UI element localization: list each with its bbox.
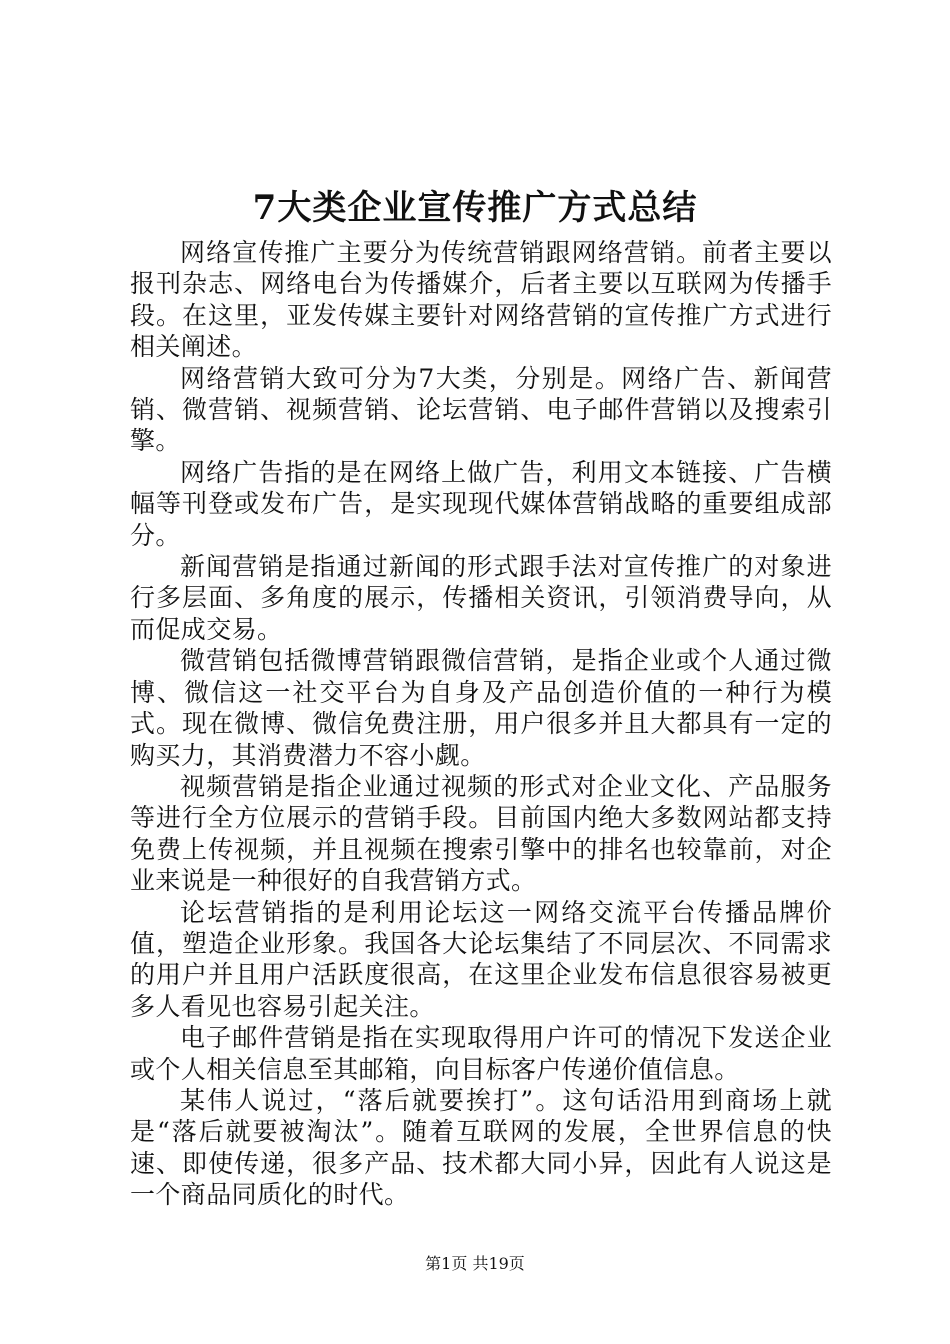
paragraph-forum-marketing: 论坛营销指的是利用论坛这一网络交流平台传播品牌价值，塑造企业形象。我国各大论坛集结了不同层次、不同需求的用户并且用户活跃度很高，在这里企业发布信息很容易被更多人看见也容易引起关注。 <box>130 897 832 1021</box>
paragraph-news-marketing: 新闻营销是指通过新闻的形式跟手法对宣传推广的对象进行多层面、多角度的展示，传播相关资讯，引领消费导向，从而促成交易。 <box>130 552 832 644</box>
paragraph-micro-marketing: 微营销包括微博营销跟微信营销，是指企业或个人通过微博、微信这一社交平台为自身及产品创造价值的一种行为模式。现在微博、微信免费注册，用户很多并且大都具有一定的购买力，其消费潜力不容小觑。 <box>130 646 832 770</box>
paragraph-video-marketing: 视频营销是指企业通过视频的形式对企业文化、产品服务等进行全方位展示的营销手段。目前国内绝大多数网站都支持免费上传视频，并且视频在搜索引擎中的排名也较靠前，对企业来说是一种很好的自我营销方式。 <box>130 771 832 896</box>
document-title: 7大类企业宣传推广方式总结 <box>252 188 698 228</box>
paragraph-intro: 网络宣传推广主要分为传统营销跟网络营销。前者主要以报刊杂志、网络电台为传播媒介，后者主要以互联网为传播手段。在这里，亚发传媒主要针对网络营销的宣传推广方式进行相关阐述。 <box>130 238 832 362</box>
paragraph-network-ads: 网络广告指的是在网络上做广告，利用文本链接、广告横幅等刊登或发布广告，是实现现代媒体营销战略的重要组成部分。 <box>130 457 832 550</box>
document-body <box>130 237 832 1211</box>
paragraph-conclusion: 某伟人说过，“落后就要挨打”。这句话沿用到商场上就是“落后就要被淘汰”。随着互联网的发展，全世界信息的快速、即使传递，很多产品、技术都大同小异，因此有人说这是一个商品同质化的时代。 <box>130 1085 832 1210</box>
page-footer: 第1页 共19页 <box>425 1254 525 1273</box>
paragraph-categories: 网络营销大致可分为7大类，分别是。网络广告、新闻营销、微营销、视频营销、论坛营销、电子邮件营销以及搜索引擎。 <box>130 363 832 456</box>
paragraph-email-marketing: 电子邮件营销是指在实现取得用户许可的情况下发送企业或个人相关信息至其邮箱，向目标客户传递价值信息。 <box>130 1023 832 1084</box>
